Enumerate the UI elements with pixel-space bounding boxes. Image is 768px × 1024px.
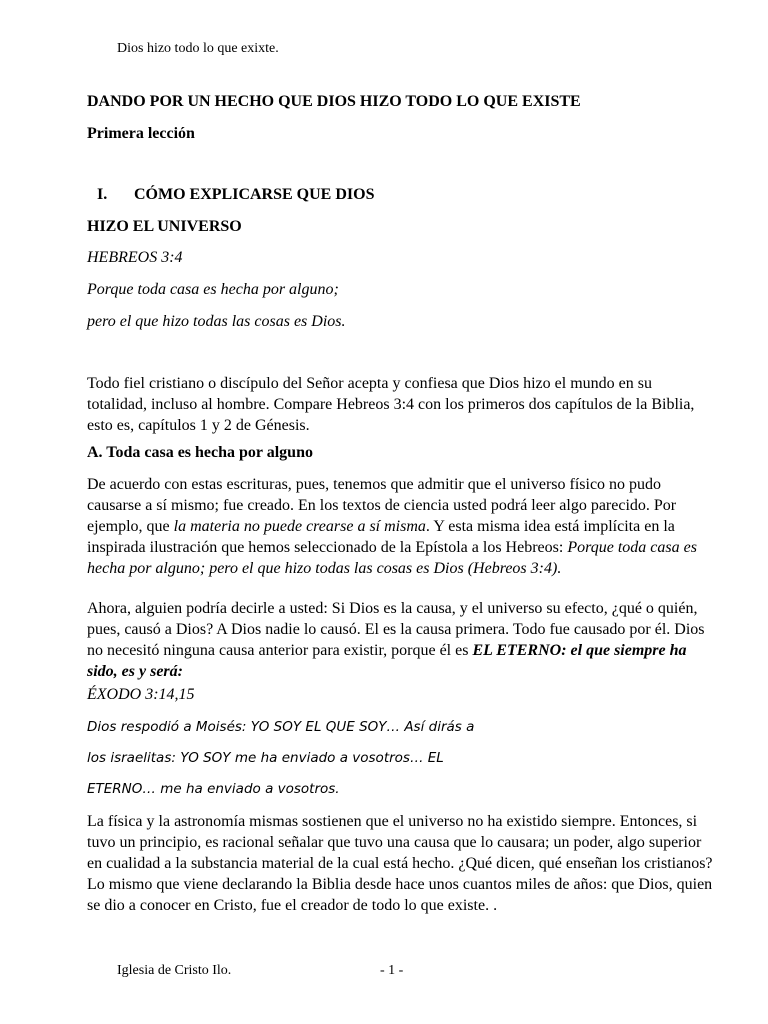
footer-church: Iglesia de Cristo Ilo.	[117, 963, 232, 978]
paragraph-2-text: . Y esta misma idea está implícita en la inspirada ilustración que hemos seleccionado de la Epístola a los Hebreos:	[87, 518, 675, 556]
verse-line: Porque toda casa es hecha por alguno;	[87, 281, 339, 298]
paragraph-3-text: Ahora, alguien podría decirle a usted: Si Dios es la causa, y el universo su efecto, ¿qué o quién, pues, causó a Dios? A Dios nadie lo causó. El es la causa primera. Todo fue causado por él. Dios no necesitó ninguna causa anterior para existir, porque él es	[87, 600, 705, 659]
paragraph-2-quote: Porque toda casa es hecha por alguno; pero el que hizo todas las cosas es Dios (Hebreos 3:4).	[87, 539, 697, 577]
paragraph-4: La física y la astronomía mismas sostienen que el universo no ha existido siempre. Entonces, si tuvo un principio, es racional señalar que tuvo una causa que lo causara; un poder, algo superior en cualidad a la substancia material de la cual está hecho. ¿Qué dicen, qué enseñan los cristianos? Lo mismo que viene declarando la Biblia desde hace unos cuantos miles de años: que Dios, quien se dio a conocer en Cristo, fue el creador de todo lo que existe. .	[87, 813, 713, 914]
document-title: DANDO POR UN HECHO QUE DIOS HIZO TODO LO QUE EXISTE	[87, 93, 581, 110]
running-header: Dios hizo todo lo que exixte.	[117, 41, 279, 56]
paragraph-1: Todo fiel cristiano o discípulo del Señor acepta y confiesa que Dios hizo el mundo en su totalidad, incluso al hombre. Compare Hebreos 3:4 con los primeros dos capítulos de la Biblia, esto es, capítulos 1 y 2 de Génesis.	[87, 375, 695, 434]
section-title-line2: HIZO EL UNIVERSO	[87, 218, 242, 235]
verse-line: ETERNO… me ha enviado a vosotros.	[87, 781, 340, 797]
paragraph-3-emphasis: EL ETERNO: el que siempre ha sido, es y será:	[87, 642, 687, 680]
lesson-subtitle: Primera lección	[87, 125, 195, 142]
subheading-a: A. Toda casa es hecha por alguno	[87, 444, 313, 461]
section-title-line1: CÓMO EXPLICARSE QUE DIOS	[134, 186, 375, 203]
verse-reference: HEBREOS 3:4	[87, 249, 183, 266]
paragraph-2-italic: la materia no puede crearse a sí misma	[173, 518, 426, 535]
verse-line: pero el que hizo todas las cosas es Dios.	[87, 313, 346, 330]
verse-line: Dios respodió a Moisés: YO SOY EL QUE SOY… Así dirás a	[87, 719, 475, 735]
paragraph-3	[87, 598, 715, 682]
paragraph-2	[87, 474, 715, 579]
verse-line: los israelitas: YO SOY me ha enviado a vosotros… EL	[87, 750, 444, 766]
paragraph-2-text: De acuerdo con estas escrituras, pues, tenemos que admitir que el universo físico no pudo causarse a sí mismo; fue creado. En los textos de ciencia usted podrá leer algo parecido. Por ejemplo, que	[87, 476, 677, 535]
section-number: I.	[97, 186, 108, 203]
verse-reference: ÉXODO 3:14,15	[87, 686, 195, 703]
page-number: - 1 -	[380, 963, 404, 978]
